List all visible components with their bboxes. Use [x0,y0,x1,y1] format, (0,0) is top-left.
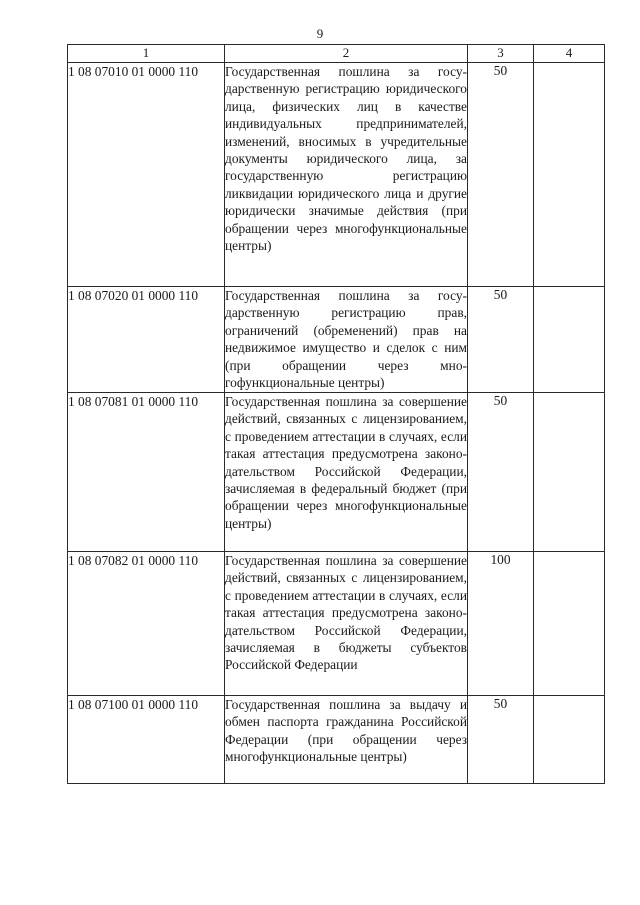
revenue-code-cell: 1 08 07010 01 0000 110 [68,63,225,287]
description-cell: Государственная пошлина за совершение действий, связанных с лицензированием, с проведением аттестации в случаях, если такая аттестация предусмотрена законодательством Российской Федерации, зачисляемая в федеральный бюджет (при обращении через многофункциональные центры) [225,393,468,552]
column-4-cell [534,552,605,696]
amount-cell: 100 [468,552,534,696]
amount-cell: 50 [468,696,534,784]
revenue-code-cell: 1 08 07100 01 0000 110 [68,696,225,784]
table-header-row [68,45,605,63]
amount-cell: 50 [468,287,534,393]
table-header [68,45,605,63]
column-4-cell [534,287,605,393]
revenue-codes-table [67,44,605,784]
table-row [68,696,605,784]
description-cell: Государственная пошлина за совершение действий, связанных с лицензированием, с проведением аттестации в случаях, если такая аттестация предусмотрена законодательством Российской Федерации, зачисляемая в бюджеты субъектов Российской Федерации [225,552,468,696]
revenue-code-cell: 1 08 07082 01 0000 110 [68,552,225,696]
column-4-cell [534,393,605,552]
revenue-code-cell: 1 08 07081 01 0000 110 [68,393,225,552]
column-header-1: 1 [68,45,225,63]
amount-cell: 50 [468,393,534,552]
description-cell: Государственная пошлина за выдачу и обмен паспорта гражданина Российской Федерации (при обращении через многофункциональные центры) [225,696,468,784]
description-cell: Государственная пошлина за государственную регистрацию прав, ограничений (обременений) прав на недвижимое имущество и сделок с ним (при обращении через многофункциональные центры) [225,287,468,393]
description-cell: Государственная пошлина за государственную регистрацию юридического лица, физических лиц в качестве индивидуальных предпринимателей, изменений, вносимых в учредительные документы юридического лица, за государственную регистрацию ликвидации юридического лица и другие юридически значимые действия (при обращении через многофункциональные центры) [225,63,468,287]
column-header-2: 2 [225,45,468,63]
column-4-cell [534,63,605,287]
column-header-3: 3 [468,45,534,63]
column-header-4: 4 [534,45,605,63]
table-row [68,393,605,552]
page-number: 9 [316,26,324,41]
amount-cell: 50 [468,63,534,287]
revenue-code-cell: 1 08 07020 01 0000 110 [68,287,225,393]
table-row [68,552,605,696]
table-body [68,63,605,784]
table-row [68,63,605,287]
column-4-cell [534,696,605,784]
table-row [68,287,605,393]
